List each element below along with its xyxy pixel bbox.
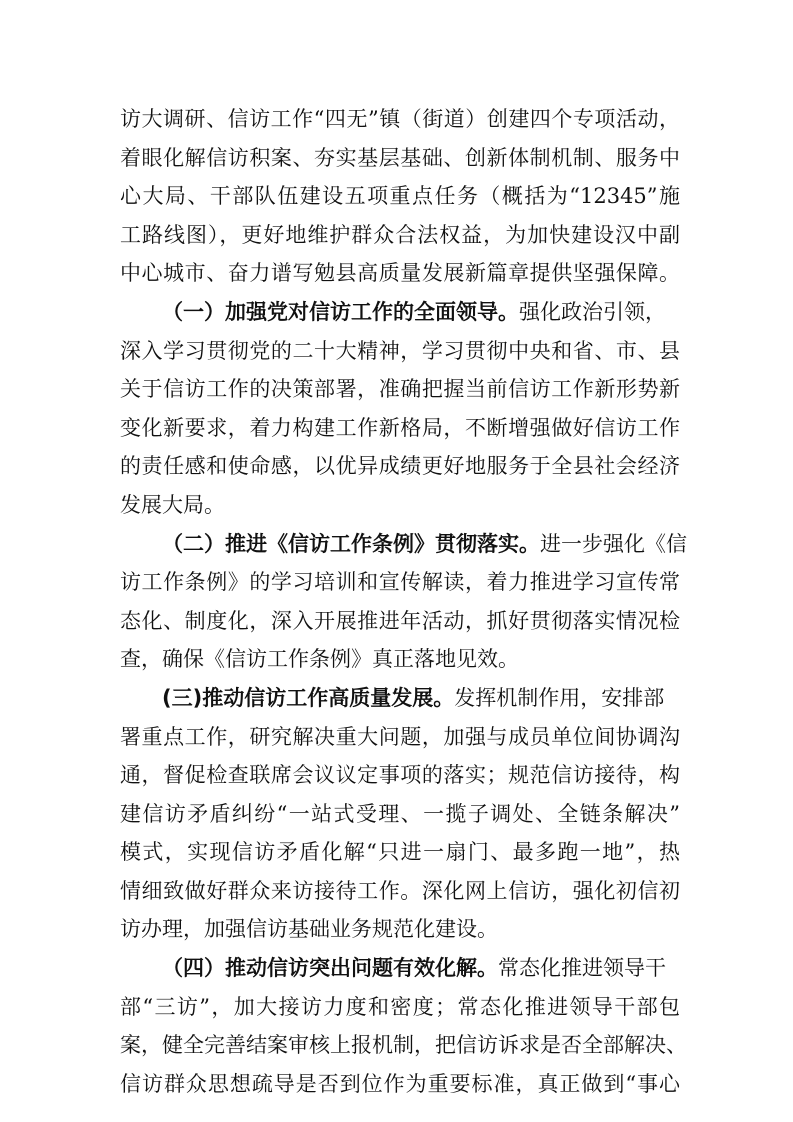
text-line: 的责任感和使命感，以优异成绩更好地服务于全县社会经济 bbox=[120, 454, 680, 479]
section-first-line bbox=[120, 293, 680, 332]
section-heading: （二）推进《信访工作条例》贯彻落实。 bbox=[162, 531, 540, 556]
text-line: 态化、制度化，深入开展推进年活动，抓好贯彻落实情况检 bbox=[120, 608, 680, 633]
text-line: 变化新要求，着力构建工作新格局，不断增强做好信访工作 bbox=[120, 415, 680, 440]
text-line: 着眼化解信访积案、夯实基层基础、创新体制机制、服务中 bbox=[120, 145, 680, 170]
text-line: 访办理，加强信访基础业务规范化建设。 bbox=[120, 917, 498, 942]
text-line: 工路线图），更好地维护群众合法权益，为加快建设汉中副 bbox=[120, 222, 680, 247]
section-text: 进一步强化《信 bbox=[540, 531, 687, 556]
text-line: 案，健全完善结案审核上报机制，把信访诉求是否全部解决、 bbox=[120, 1033, 687, 1058]
text-line: 署重点工作，研究解决重大问题，加强与成员单位间协调沟 bbox=[120, 724, 680, 749]
section-text: 强化政治引领， bbox=[519, 299, 666, 324]
text-line: 深入学习贯彻党的二十大精神，学习贯彻中央和省、市、县 bbox=[120, 338, 680, 363]
section-text: 发挥机制作用，安排部 bbox=[454, 685, 665, 710]
text-line: 通，督促检查联席会议议定事项的落实；规范信访接待，构 bbox=[120, 763, 680, 788]
section-heading: （一）加强党对信访工作的全面领导。 bbox=[162, 299, 519, 324]
document-body bbox=[120, 100, 687, 1103]
section-first-line bbox=[120, 525, 687, 564]
section-heading: (三)推动信访工作高质量发展。 bbox=[162, 685, 455, 710]
text-line: 模式，实现信访矛盾化解“只进一扇门、最多跑一地”，热 bbox=[120, 840, 680, 865]
text-line: 访工作条例》的学习培训和宣传解读，着力推进学习宣传常 bbox=[120, 570, 680, 595]
text-line: 信访群众思想疏导是否到位作为重要标准，真正做到“事心 bbox=[120, 1071, 680, 1096]
text-line: 建信访矛盾纠纷“一站式受理、一揽子调处、全链条解决” bbox=[120, 801, 680, 826]
text-line: 查，确保《信访工作条例》真正落地见效。 bbox=[120, 647, 519, 672]
text-line: 心大局、干部队伍建设五项重点任务（概括为“12345”施 bbox=[120, 184, 680, 209]
text-line: 情细致做好群众来访接待工作。深化网上信访，强化初信初 bbox=[120, 878, 680, 903]
text-line: 中心城市、奋力谱写勉县高质量发展新篇章提供坚强保障。 bbox=[120, 261, 680, 286]
section-text: 常态化推进领导干 bbox=[498, 956, 666, 981]
section-heading: （四）推动信访突出问题有效化解。 bbox=[162, 956, 498, 981]
text-line: 关于信访工作的决策部署，准确把握当前信访工作新形势新 bbox=[120, 377, 680, 402]
section-first-line bbox=[120, 679, 680, 718]
text-line: 发展大局。 bbox=[120, 492, 225, 517]
section-first-line bbox=[120, 949, 680, 988]
text-line: 部“三访”，加大接访力度和密度；常态化推进领导干部包 bbox=[120, 994, 680, 1019]
text-line: 访大调研、信访工作“四无”镇（街道）创建四个专项活动， bbox=[120, 107, 680, 131]
